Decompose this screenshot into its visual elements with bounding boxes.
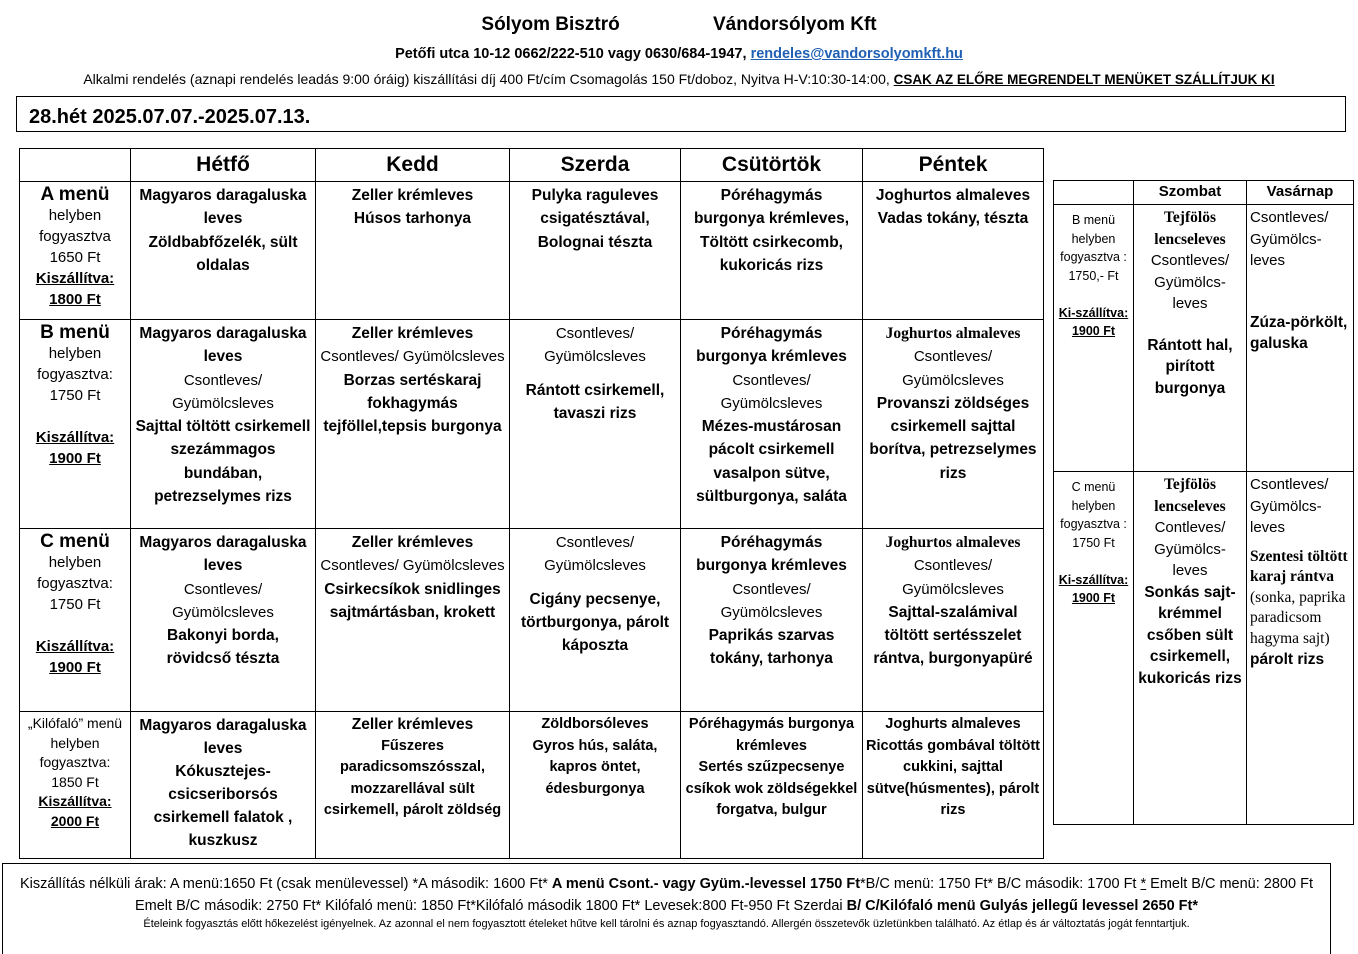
info-line [0,71,1358,87]
menu-cell [316,529,510,712]
price-text: Emelt B/C menü: 2800 Ft Emelt B/C második: 2750 Ft* Kilófaló menü: 1850 Ft*Kilófaló második 1800 Ft* Levesek:800 Ft-950 Ft Szerdai [134,876,1313,914]
price-star: * [1140,876,1147,892]
main-dish: Provanszi zöldséges csirkemell sajttal borítva, petrezselymes rizs [869,394,1037,482]
soup: Póréhagymás burgonya krémleves [696,325,847,366]
price-text: *B/C menü: 1750 Ft* B/C második: 1700 Ft [860,876,1141,892]
menu-label [1054,205,1134,472]
side-dish: párolt rizs [1250,651,1325,668]
info-text: Alkalmi rendelés (aznapi rendelés leadás 9:00 óráig) kiszállítási díj 400 Ft/cím Csomagolás 150 Ft/doboz, Nyitva H-V:10:30-14:00, [83,71,894,87]
menu-cell [316,182,510,320]
menu-name: „Kilófaló” menü [27,715,123,731]
address-line [0,46,1358,62]
menu-delivery-price: Kiszállítva: 2000 Ft [38,793,112,829]
main-dish: Töltött csirkecomb, kukoricás rizs [700,233,843,274]
day-header: Szerda [510,149,681,182]
soup: Zeller krémleves [351,187,474,204]
soup: Tejfölös lencseleves [1154,209,1226,248]
soup: Magyaros daragaluska leves [139,534,307,575]
info-emphasis: CSAK AZ ELŐRE MEGRENDELT MENÜKET SZÁLLÍTJUK KI [893,72,1275,87]
day-header-row [20,149,1044,182]
menu-cell [131,529,316,712]
main-dish: Cigány pecsenye, törtburgonya, párolt káposzta [520,590,670,655]
menu-price: C menü helyben fogyasztva : 1750 Ft [1060,480,1127,550]
menu-delivery-price: Kiszállítva: 1900 Ft [35,638,115,676]
soup: Pulyka raguleves csigatésztával, [531,187,659,228]
menu-cell [863,182,1044,320]
menu-cell [131,320,316,529]
day-header: Péntek [863,149,1044,182]
soup-option: Csontleves/ Gyümölcs-leves [1250,476,1329,536]
menu-delivery-price: Ki-szállítva: 1900 Ft [1058,305,1129,338]
price-list [3,864,1330,917]
menu-delivery-price: Kiszállítva: 1900 Ft [35,429,115,467]
soup: Joghurtos almaleves [885,534,1021,551]
main-dish: Gyros hús, saláta, kapros öntet, édesburgonya [532,737,658,797]
soup-option: Csontleves/ Gyümölcs-leves [1150,252,1230,312]
main-dish: Húsos tarhonya [353,210,472,228]
menu-cell [510,320,681,529]
main-dish: Rántott csirkemell, tavaszi rizs [525,381,665,422]
day-header: Szombat [1134,181,1247,205]
menu-cell [863,320,1044,529]
price-text: Kiszállítás nélküli árak: A menü:1650 Ft (csak menülevessel) *A második: 1600 Ft* [20,876,552,892]
menu-name: A menü [40,184,110,205]
bistro-name: Sólyom Bisztró [481,14,620,35]
saturday-cell [1134,205,1247,472]
menu-price: helyben fogyasztva: 1850 Ft [39,734,111,790]
soup-option: Csontleves/ Gyümölcsleves [720,580,823,621]
day-header: Csütörtök [681,149,863,182]
soup: Zeller krémleves [351,716,474,733]
soup: Zöldborsóleves [541,716,649,732]
main-dish: Rántott hal, pirított burgonya [1147,336,1233,397]
soup-option: Csontleves/ Gyümölcsleves [320,557,505,575]
menu-row-b [20,320,1044,529]
weekday-menu-table [19,148,1044,859]
price-emphasis: B/ C/Kilófaló menü Gulyás jellegű levessel 2650 Ft* [846,898,1199,914]
company-name: Vándorsólyom Kft [712,14,877,35]
menu-cell [316,320,510,529]
soup-option: Csontleves/ Gyümölcsleves [544,325,646,366]
menu-row-c [20,529,1044,712]
main-dish: Mézes-mustárosan pácolt csirkemell vasalpon sütve, sültburgonya, saláta [696,418,847,506]
soup-option: Csontleves/ Gyümölcsleves [720,371,823,412]
menu-cell [510,182,681,320]
weekend-row-c [1054,472,1354,825]
menu-price: helyben fogyasztva 1650 Ft [39,207,111,266]
menu-delivery-price: Kiszállítva: 1800 Ft [35,270,115,308]
soup: Zeller krémleves [351,325,474,342]
main-dish: Zöldbabfőzelék, sült oldalas [148,233,298,274]
disclaimer: Ételeink fogyasztás előtt hőkezelést igényelnek. Az azonnal el nem fogyasztott ételeket hűtve kell tárolni és aznap fogyasztandó. Allergén összetevők üzletünkben található. Az étlap és ár változtatás jogát fenntartjuk. [143,918,1190,930]
menu-cell [131,182,316,320]
soup: Póréhagymás burgonya krémleves, [693,187,850,228]
main-dish: Vadas tokány, tészta [877,210,1029,228]
menu-cell [316,712,510,859]
soup-option: Csontleves/ Gyümölcsleves [320,348,505,366]
soup-option: Csontleves/ Gyümölcsleves [902,348,1004,389]
sunday-cell [1247,205,1354,472]
soup: Joghurts almaleves [885,716,1021,732]
menu-cell [681,529,863,712]
main-dish-detail: (sonka, paprika paradicsom hagyma sajt) [1250,588,1346,647]
main-dish: Borzas sertéskaraj fokhagymás tejföllel,tepsis burgonya [323,371,502,436]
title-row [0,14,1358,36]
weekend-menu-table [1053,180,1354,825]
menu-delivery-price: Ki-szállítva: 1900 Ft [1058,572,1129,605]
soup-option: Csontleves/ Gyümölcs-leves [1250,209,1329,269]
menu-row-a [20,182,1044,320]
menu-label [20,529,131,712]
corner-cell [1054,181,1134,205]
soup: Magyaros daragaluska leves [139,717,307,757]
menu-cell [131,712,316,859]
soup: Póréhagymás burgonya krémleves [696,534,847,575]
menu-price: B menü helyben fogyasztva : 1750,- Ft [1060,213,1127,283]
menu-price: helyben fogyasztva: 1750 Ft [37,345,113,404]
menu-cell [510,712,681,859]
soup: Magyaros daragaluska leves [139,187,307,228]
soup-option: Csontleves/ Gyümölcsleves [172,580,274,621]
soup: Joghurtos almaleves [885,325,1021,342]
weekend-row-b [1054,205,1354,472]
soup: Tejfölös lencseleves [1154,476,1226,515]
soup: Joghurtos almaleves [875,187,1031,204]
sunday-cell [1247,472,1354,825]
main-dish: Sajttal töltött csirkemell szezámmagos bundában, petrezselymes rizs [135,418,311,506]
menu-cell [681,182,863,320]
week-title: 28.hét 2025.07.07.-2025.07.13. [16,96,1346,132]
weekend-header-row [1054,181,1354,205]
menu-cell [681,712,863,859]
soup: Magyaros daragaluska leves [139,325,307,366]
soup: Zeller krémleves [351,534,474,551]
day-header: Vasárnap [1247,181,1354,205]
menu-row-kilofalo [20,712,1044,859]
day-header: Kedd [316,149,510,182]
menu-label [20,320,131,529]
main-dish: Fűszeres paradicsomszósszal, mozzarellával sült csirkemell, párolt zöldség [323,737,502,818]
main-dish: Bakonyi borda, rövidcső tészta [166,627,280,668]
corner-cell [20,149,131,182]
price-footer [2,863,1331,954]
menu-cell [863,712,1044,859]
soup-option: Csontleves/ Gyümölcsleves [902,557,1004,598]
main-dish: Szentesi töltött karaj rántva [1250,547,1348,585]
main-dish: Sonkás sajt-krémmel csőben sült csirkemell, kukoricás rizs [1138,583,1242,687]
menu-name: B menü [40,322,110,343]
soup-option: Csontleves/ Gyümölcsleves [544,534,646,575]
saturday-cell [1134,472,1247,825]
menu-name: C menü [40,531,110,552]
menu-label [20,182,131,320]
main-dish: Paprikás szarvas tokány, tarhonya [708,627,835,668]
soup-option: Csontleves/ Gyümölcsleves [172,371,274,412]
main-dish: Kókusztejes-csicseriborsós csirkemell falatok , kuszkusz [153,763,293,849]
main-dish: Sertés szűzpecsenye csíkok wok zöldségekkel forgatva, bulgur [685,759,858,818]
soup-option: Contleves/ Gyümölcs-leves [1154,519,1226,579]
menu-label [1054,472,1134,825]
menu-cell [681,320,863,529]
email-link[interactable]: rendeles@vandorsolyomkft.hu [750,46,963,62]
main-dish: Ricottás gombával töltött cukkini, sajttal sütve(húsmentes), párolt rizs [866,737,1041,818]
price-emphasis: A menü Csont.- vagy Gyüm.-levessel 1750 Ft [551,876,861,892]
main-dish: Csirkecsíkok snidlinges sajtmártásban, krokett [324,580,501,621]
main-dish: Sajttal-szalámival töltött sertésszelet rántva, burgonyapüré [873,603,1033,668]
menu-label [20,712,131,859]
menu-cell [863,529,1044,712]
main-dish: Zúza-pörkölt, galuska [1250,313,1348,352]
main-dish: Bolognai tészta [537,233,653,251]
address-text: Petőfi utca 10-12 0662/222-510 vagy 0630/684-1947, [395,46,751,62]
menu-price: helyben fogyasztva: 1750 Ft [37,554,113,613]
soup: Póréhagymás burgonya krémleves [688,716,855,754]
day-header: Hétfő [131,149,316,182]
menu-cell [510,529,681,712]
